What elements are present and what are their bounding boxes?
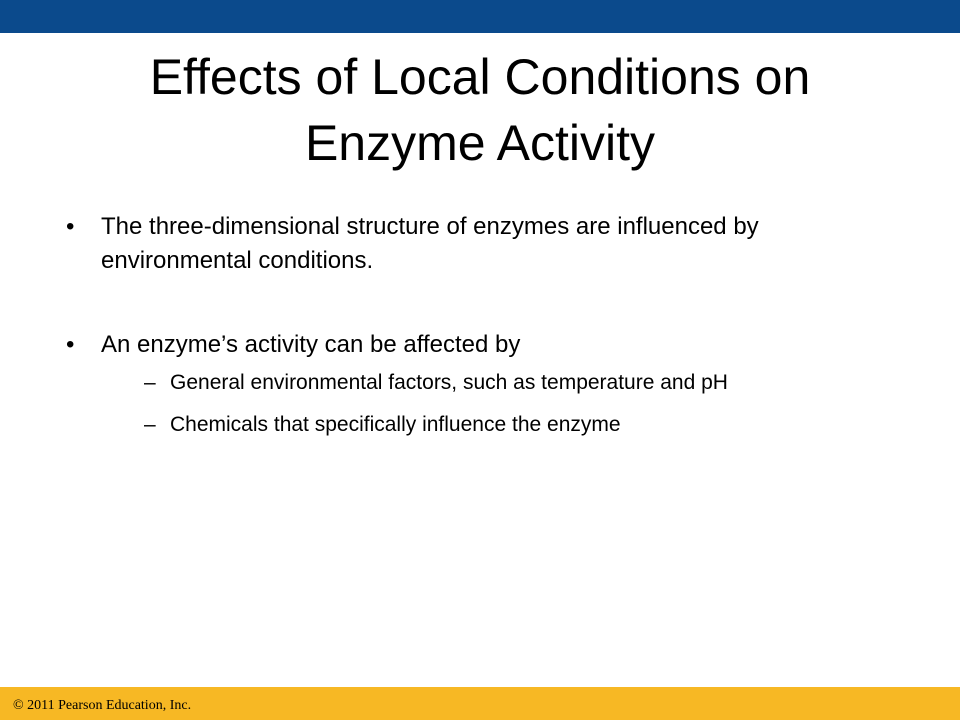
bullet-item: [66, 210, 866, 278]
slide-title-line-1: Effects of Local Conditions on: [149, 49, 811, 105]
sub-bullet-text: Chemicals that specifically influence the enzyme: [170, 413, 621, 436]
bottom-banner: [0, 687, 960, 720]
sub-bullet-marker: –: [144, 371, 156, 394]
bullet-text: The three-dimensional structure of enzymes are influenced by environmental conditions.: [101, 213, 759, 274]
bullet-item: [66, 328, 866, 362]
sub-bullet-item: [66, 368, 866, 398]
bullet-marker: •: [66, 213, 75, 240]
copyright-notice: © 2011 Pearson Education, Inc.: [13, 698, 192, 713]
slide-title: [0, 44, 960, 176]
slide-body: [66, 210, 866, 440]
sub-bullet-text: General environmental factors, such as temperature and pH: [170, 371, 728, 394]
sub-bullet-item: [66, 410, 866, 440]
slide-title-line-2: Enzyme Activity: [304, 115, 656, 171]
top-banner: [0, 0, 960, 33]
sub-bullet-marker: –: [144, 413, 156, 436]
bullet-marker: •: [66, 331, 75, 358]
bullet-text: An enzyme’s activity can be affected by: [101, 331, 521, 358]
